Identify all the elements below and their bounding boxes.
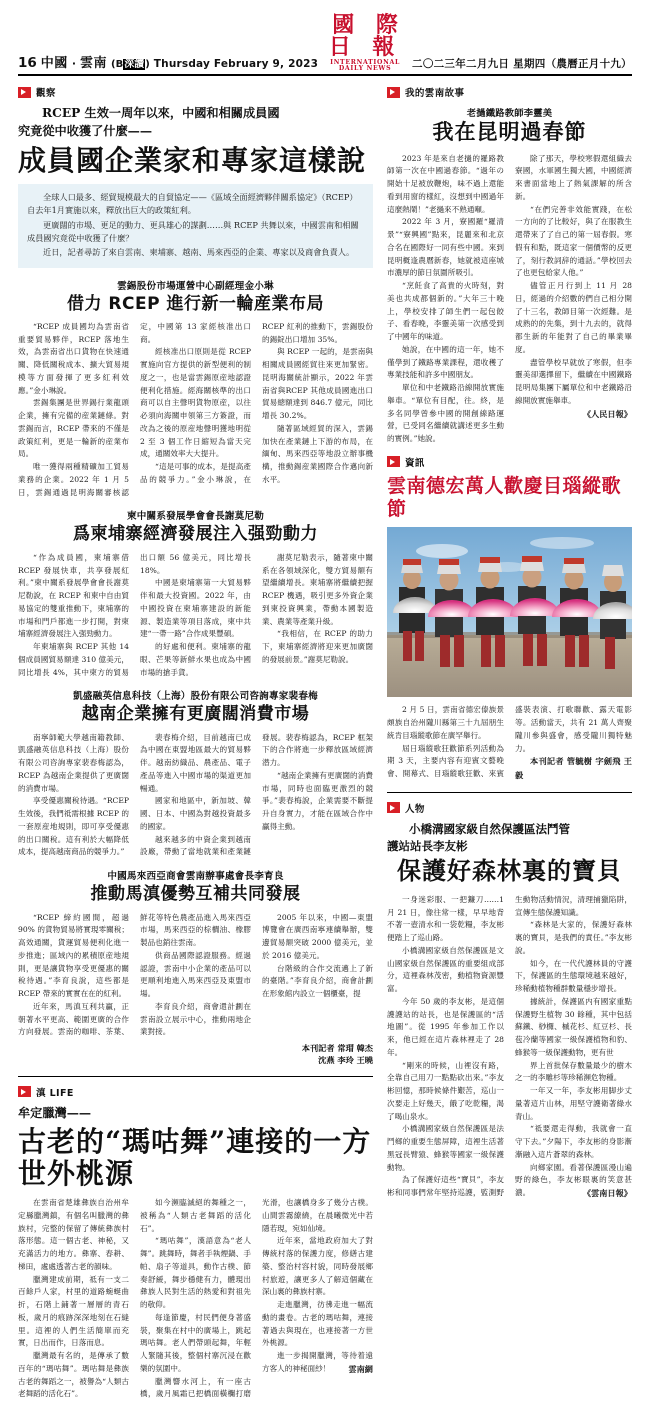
article5-kicker: 牟定臘灣——: [18, 1105, 92, 1120]
article4-headline: 推動馬滇優勢互補共同發展: [90, 884, 301, 905]
article4-byline: [18, 1042, 373, 1067]
section-marker-icon: [387, 87, 400, 98]
paragraph: 進一步揭開臘灣，等待着遠方客人的神秘面紗！ 雲南網: [262, 1350, 373, 1376]
paragraph: 向鄉家園。看著保護區漫山遍野的綠色，李友彬眼裏的笑意甚濃。 《雲南日報》: [515, 1162, 632, 1200]
section-label: 我的雲南故事: [405, 88, 465, 100]
lead-kicker-line2: 究竟從中收獲了什麼——: [18, 124, 153, 139]
left-column: [18, 85, 373, 1401]
paragraph: 儘管正月行到上 11 月 28 日，經過的介紹數的們自己相分開了十三名，教師目第一次經難。是成熟的的先集，到十九去的，就得都生新的年能對了自己的畢業畢度。: [515, 281, 632, 354]
paragraph: 裴春梅介紹，目前越南已成為中國在東盟地區最大的貿易夥伴。越南紡織品、農產品、電子產品等進入中國市場的渠道更加暢通。: [140, 732, 251, 793]
section-header-person: [387, 801, 632, 815]
jingpo-dancers-photo: [387, 527, 632, 697]
right-article1-body: [387, 153, 632, 446]
right-article3-source: 《雲南日報》: [582, 1188, 632, 1199]
right-article3-headline: 保護好森林裏的寶貝: [397, 856, 622, 886]
paragraph: “瑪咕舞”，漢語意為“老人舞”。跳舞時，舞者手執煙鍋、手帕、扇子等道具，動作古樸、節奏舒緩，舞步穩健有力，體現出彝族人民對生活的熱愛和對祖先的敬仰。: [140, 1236, 251, 1310]
paragraph: 年柬埔寨與 RCEP 其他 14 個成員國貿易額達 310 億美元，同比增長 4%，其中柬方的貿易出口額 56 億美元，同比增長 18%。: [18, 552, 251, 677]
paragraph: “RCEP 締約國間，超過 90% 的貨物貿易將實現零關稅；高效通關，貨運貿易便利化進一步推進；區域內的累積原産地規則，更是讓貨物享受更優惠的關稅待遇。”李育良說，這些都是 RCEP 帶來的實實在在的紅利。: [18, 912, 129, 999]
newspaper-subtitle: INTERNATIONAL DAILY NEWS: [330, 59, 401, 73]
section-header-story: [387, 85, 632, 99]
article1-headline: 借力 RCEP 進行新一輪産業布局: [67, 293, 324, 314]
summary-paragraph: 更廣闊的市場、更足的動力、更具雄心的謀劃……與 RCEP 共舞以來，中國雲南和相關成員國究竟從中收獲了什麼？: [27, 219, 359, 243]
paragraph: 臘灣建成前期，祗有一支二百餘戶人家，村里的道路蜿蜒曲折，石階上鋪著一層層的青石板，歲月的痕跡深深地刻在石縫里。這裡的人們生活簡單而充實，日出而作，日落而息。: [18, 1274, 129, 1348]
article3-body: [18, 732, 373, 860]
section-header-life: [18, 1085, 373, 1099]
paragraph: 在雲南省楚雄彝族自治州牟定縣臘灣鎮，有個名叫臘灣的彝族村，完整的保留了傳統彝族村落形態。這一個古老、神秘，又充滿活力的地方。彝寨、春耕、梯田，處處透著古老的韻味。: [18, 1198, 129, 1271]
masthead-edition: (B深讀): [111, 59, 150, 71]
paragraph: 如今瀕臨滅絕的舞種之一，被稱為“人類古老舞蹈的活化石”。: [140, 1198, 251, 1233]
paragraph: 小橋溝國家級自然保護區是法鬥鄉的重要生態屏障，這裡生活著黑冠長臂猿、蜂猴等國家一級保護動物。: [387, 1124, 504, 1172]
paragraph: 李育良介紹，商會還計劃在雲南設立展示中心，推動兩地企業對接。: [140, 1001, 251, 1037]
right-article3-kicker: [387, 821, 632, 854]
masthead-left: [18, 52, 318, 71]
article4-kicker: 中國馬來西亞商會雲南辦事處會長李育良: [107, 871, 284, 883]
article2-body: [18, 552, 373, 680]
paragraph: 一年又一年，李友彬用脚步丈量著這片山林，用堅守護衛著綠水青山。: [515, 1086, 632, 1121]
section-divider: [387, 792, 632, 793]
caption-paragraph: 屆日瑙縱歌狂歡節系列活動為期 3 天，主要内容有迎賓文藝晚會、開幕式、目瑙縱歌狂歡、來賓盛裝表演、打歌聯歡、露天電影等。活動當天，共有 21 萬人齊聚隴川參與盛會，感受隴川獨特魅力。: [387, 705, 632, 779]
right-article2-headline: 雲南德宏萬人歡慶目瑙縱歌節: [387, 474, 622, 520]
paragraph: 台階級的合作交流邁上了新的臺階。”李育良介紹，商會計劃在形象館内設立一個櫃臺，提: [262, 963, 373, 999]
section-marker-icon: [387, 456, 400, 467]
right-article1-kicker: 老撾鐵路教師李靈美: [466, 108, 553, 120]
paragraph: “作為成員國，柬埔寨借 RCEP 發展快車，共享發展紅利。”柬中關系發展學會會長謝莫尼勒說，在 RCEP 和柬中自由貿易協定的雙重推動下，柬埔寨的市場和門戶都進一步打開，對柬埔寨經濟發展注入强勁動力。: [18, 552, 129, 639]
right-article1-headline: 我在昆明過春節: [432, 119, 587, 145]
masthead: [18, 0, 632, 71]
paragraph: 供商品國際認證服務。經過認證，雲南中小企業的產品可以更順利地進入馬來西亞及東盟市場。: [140, 950, 251, 999]
paragraph: “在們完善非效能實踐，在松一方向的了比較好，與了在服教生還帶來了了自己的第一屆春假。寒假有和點，既這家一個價幣的反更了，刻行教詞辞的通話。”學校回去了也更包給家人他。”: [515, 204, 632, 278]
paragraph: 2022 年 3 月，寮國羅“羅清景”“寮興國”點來，昆麗來和北京合名在國際好一同有些中國。來到昆明概逢農曆新春，她就被這座城市濃厚的節日氛圍所吸引。: [387, 217, 504, 278]
paragraph: 享受優惠關稅待遇。“RCEP 生效後，我們祗需根據 RCEP 的一套原産地規則，即可享受優惠的出口關稅。這有利於大幅降低成本，提高越南商品的競爭力。”: [18, 796, 129, 857]
article1-body: [18, 321, 373, 500]
article1-kicker: 雲錫股份市場運營中心副經理金小琳: [117, 280, 274, 292]
lead-summary-box: [18, 184, 373, 267]
right-article3-body: [387, 894, 632, 1201]
caption-paragraph: 2 月 5 日，雲南省德宏傣族景頗族自治州隴川縣第三十九屆朋生統肯目瑙縱歌節在廣罕舉行。: [387, 705, 504, 740]
article2-kicker: 柬中關系發展學會會長謝莫尼勒: [126, 511, 265, 523]
lead-kicker: [18, 105, 373, 140]
paragraph: 一身迷彩服、一把鐮刀……1 月 21 日，像往常一樣，早早地背不著一壺清水和一袋乾糧，李友彬便踏上了巡山路。: [387, 894, 504, 943]
paragraph: 如今，在一代代護林員的守護下，保護區的生態環境越來越好，珍稀動植物種群數量穩步增長。: [515, 958, 632, 994]
paragraph: “祗要還走得動，我就會一直守下去。”夕陽下，李友彬的身影漸漸融入這片蒼翠的森林。: [515, 1124, 632, 1159]
section-marker-icon: [387, 802, 400, 813]
right-column: [387, 85, 632, 1401]
content-grid: [18, 85, 632, 1401]
article3-kicker: 凱盛融英信息科技（上海）股份有限公司咨詢專家裴春梅: [73, 691, 318, 703]
section-marker-icon: [18, 1086, 31, 1097]
article3-headline: 越南企業擁有更廣闊消費市場: [81, 704, 310, 725]
paragraph: 近年來，當地政府加大了對傳統村落的保護力度，修繕古建築、整治村容村貌，同時發展鄉村旅遊，讓更多人了解這個藏在深山裏的彝族村寨。: [262, 1236, 373, 1297]
paragraph: 據統計，保護區内有國家重點保護野生植物 30 餘種，其中包括蘇鐵、桫欏、槭花杉、紅豆杉、長苞冷蘭等國家一級保護植物和豹、蜂猴等一級保護動物，更有世: [515, 996, 632, 1057]
paragraph: 國家和地區中，新加坡、韓國、日本、中國為對越投資最多的國家。: [140, 796, 251, 831]
kicker-line: 護站站長李友彬: [387, 838, 468, 853]
paragraph: 臘灣響水河上，有一座古橋，歲月風霜已把橋面橫欄打磨光滑，也讓橋身多了幾分古樸。山間雲霧繚繞，在晨曦微光中若隱若現，宛如仙境。: [140, 1198, 373, 1399]
article5-source: 雲南網: [348, 1363, 373, 1374]
summary-paragraph: 近日，記者尋訪了來自雲南、柬埔寨、越南、馬來西亞的企業、專家以及商會負責人。: [43, 247, 355, 258]
masthead-region: 中國: [40, 56, 68, 72]
paragraph: 唯一獲得兩種精礦加工貿易業務的企業。2022 年 1 月 5 日，雲錫通過昆明海關審核認定，中國第 13 家經核准出口商。: [18, 321, 251, 497]
newspaper-title: 國 際 日 報: [328, 12, 405, 60]
photo-graphic: [387, 527, 632, 697]
paragraph: 與 RCEP 一起的，是雲南與相關成員國經貿往來更加緊密。昆明海關統計顯示，2022 年雲南省與RCEP 其他成員國進出口貿易總額達到 846.7 億元，同比增長 30.2%。: [262, 347, 373, 421]
paragraph: 越來越多的中資企業到越南設廠，帶動了當地就業和產業鏈發展。裴春梅認為，RCEP 框架下的合作將進一步釋放區域經濟潜力。: [140, 732, 373, 857]
paragraph: “剛來的時候，山裡沒有路，全靠自己用刀一點點砍出來。”李友彬回憶，那時候條件艱苦，巡山一次要走上好幾天，餓了吃乾糧，渴了喝山泉水。: [387, 1060, 504, 1121]
section-label: 資訊: [405, 457, 425, 469]
paragraph: 謝莫尼勒表示，隨著柬中關系在各領域深化，雙方貿易額有望繼續增長。柬埔寨將繼續把握 RCEP 機遇，吸引更多外資企業到柬投資興業，帶動本國製造業、農業等產業升級。: [262, 552, 373, 626]
lead-kicker-line1: RCEP 生效一周年以來，中國和相關成員國: [42, 106, 280, 121]
paragraph: 南寧師範大學越南籍教師、凱盛融英信息科技（上海）股份有限公司咨詢專家裴春梅認為，RCEP 為越南企業提供了更廣闊的消費市場。: [18, 732, 129, 793]
paragraph: 經核准出口原則是從 RCEP 實施向官方提供的新型便利的制度之一，也是當雲錫原産地認證便利化措施。經海關核準的出口商可以自主聲明貨物原産，以往必須向海關申領第三方簽證，而改為之後的原産地聲明獲地明從 2 至 3 個工作日縮短為當天完成，通關效率大大提升。: [140, 347, 251, 459]
paragraph: 界上首批保存數量最少的樹木之一的李雕杉等珍稀瀕危物種。: [515, 1060, 632, 1083]
paragraph: “越南企業擁有更廣闊的消費市場，同時也面臨更激烈的競爭。”裴春梅說，企業需要不斷提升自身實力，才能在區域合作中贏得主動。: [262, 770, 373, 831]
article5-headline: 古老的“瑪咕舞”連接的一方世外桃源: [18, 1125, 372, 1190]
byline-line: 沈燕 李玲 王曉: [318, 1055, 373, 1066]
section-divider: [18, 1076, 373, 1077]
paragraph: 隨著區域經貿的深入，雲錫加快在產業鏈上下游的布局，在緬甸、馬來西亞等地設立辦事機構，推動錫産業國際合作邁向新水平。: [262, 423, 373, 484]
paragraph: 今年 50 歲的李友彬，是這個護護站的站長，也是保護區的“活地圖”。從 1995 年參加工作以來，他已經在這片森林裡走了 28 年。: [387, 996, 504, 1057]
article2-headline: 爲柬埔寨經濟發展注入强勁動力: [73, 524, 318, 545]
byline-line: 本刊記者 常瑁 韓杰: [301, 1043, 373, 1054]
photo-caption: 2 月 5 日，雲南省德宏傣族景頗族自治州隴川縣第三十九屆朋生統肯目瑙縱歌節在廣罕舉行。 屆日瑙縱歌狂歡節系列活動為期 3 天，主要内容有迎賓文藝晚會、開幕式、目瑙縱歌狂歡、來賓盛裝表演、打歌聯歡、露天電影等。活動當天，共有 21 萬人齊聚隴川參與盛會，感受隴川獨特魅力。 本刊記者 管毓樹 字劍飛 王毅: [387, 704, 632, 783]
paragraph: 臘灣最有名的，是傳承了數百年的“瑪咕舞”。瑪咕舞是彝族古老的舞蹈之一，被譽為“人類古老舞蹈的活化石”。: [18, 1351, 129, 1399]
paragraph: 為了保護好這些“寶貝”，李友彬和同事們常年堅持巡護，監測野生動物活動情況，清理捕獵陷阱，宣傳生態保護知識。: [387, 894, 632, 1198]
summary-paragraph: 全球人口最多、經貿規模最大的自貿協定——《區域全面經濟夥伴關系協定》（RCEP）自去年1月實施以來，釋放出巨大的政策紅利。: [27, 192, 358, 216]
article5-body: [18, 1197, 373, 1401]
section-label: 人物: [405, 803, 425, 815]
paragraph: 中國是柬埔寨第一大貿易夥伴和最大投資國。2022 年，由中國投資在柬埔寨建設的新能源、製造業等項目落成，柬中共建“一帶一路”合作成果豐碩。: [140, 578, 251, 639]
kicker-line: 小橋溝國家級自然保護區法鬥管: [409, 821, 570, 836]
paragraph: 除了那天，學校寒假還組織去寮國，水軍國生獨大國，中國經濟來書面當地上了熱氣課解的所含新。: [515, 153, 632, 201]
paragraph: “森林是大家的，保護好森林裏的寶貝，是我們的責任。”李友彬說。: [515, 920, 632, 955]
article4-body: [18, 912, 373, 1040]
paragraph: 小橋溝國家級自然保護區是文山國家級自然保護區的重要組成部分，這裡森林茂密，動植物資源豐富。: [387, 945, 504, 994]
masthead-date-cn: 二〇二三年二月九日 星期四（農曆正月十九）: [412, 58, 632, 71]
masthead-province: 雲南: [80, 56, 108, 72]
paragraph: 她說，在中國的這一年，她不僅學到了鐵路專業課程，還收穫了專業技能和許多中國朋友。: [387, 344, 504, 380]
paragraph: 盡管學校早就放了寒假，但李靈美卻選擇留下，繼續在中國鐵路昆明局集團下屬單位和中老鐵路沿線開放實施舉車。 《人民日報》: [515, 357, 632, 408]
paragraph: “我相信，在 RCEP 的助力下，柬埔寨經濟將迎來更加廣闊的發展前景。”謝莫尼勒說。: [262, 629, 373, 664]
paragraph: 每逢節慶，村民們便身著盛裝，聚集在村中的廣場上，跳起瑪咕舞。老人們帶頭起舞，年輕人緊隨其後，整個村寨沉浸在歡樂的氛圍中。: [140, 1312, 251, 1373]
masthead-date-en: Thursday February 9, 2023: [153, 58, 319, 71]
paragraph: “烹飪食了高貴的火時刻，對美也共成都個新的。”大年三十晚上，學校安排了師生們一起包餃子、看春晚，李靈美第一次感受到了中國年的味道。: [387, 281, 504, 342]
section-header-info: [387, 455, 632, 469]
section-marker-icon: [18, 87, 31, 98]
section-label: 觀察: [36, 88, 56, 100]
masthead-separator: ·: [71, 57, 76, 71]
paragraph: 2005 年以來，中國—東盟博覽會在廣西南寧連續舉辦，雙邊貿易額突破 2000 億美元，並於 2016 億美元。: [262, 912, 373, 960]
paragraph: “這是可事的成本，是提高產品的競爭力。”金小琳說，在RCEP 紅利的推動下，雲錫股份的錫錠出口增加 35%。: [140, 321, 373, 484]
masthead-rule: [18, 74, 632, 76]
paragraph: “RCEP 成員國均為雲南省重要貿易夥伴，RCEP 落地生效，為雲南省出口貨物在快速通關、降低關稅成本、擴大貿易規模等方面發揮了更多紅利效應。”金小琳說。: [18, 321, 129, 395]
paragraph: 2023 年是來自老撾的羅路教師第一次在中國過春節。“過年の開始十足被放鞭炮，味不過上還能看到用窗的樣紅，沒想到中國過年這麼熱鬧！”老撾來不熟通噸。: [387, 153, 504, 214]
paragraph: 的好處和便利。柬埔寨的龍眼、芒果等新鮮水果也成為中國市場的搶手貨。: [140, 642, 251, 677]
page-number: 16: [18, 55, 37, 72]
section-label: 滇 LIFE: [36, 1087, 74, 1099]
paragraph: 單位和中老鐵路沿線開放實施舉車。“單位有目配，往。終，是多名同學曾參中國的開創線路運營，已受同名繼續就講述更多生動的實例。”她說。: [387, 383, 504, 444]
section-header-observe: [18, 85, 373, 99]
paragraph: 雲錫集團是世界錫行業龍頭企業，擁有完備的産業鏈條。對雲錫而言，RCEP 帶來的不僅是政策紅利，更是一輪新的産業布局。: [18, 398, 129, 459]
paragraph: 走進臘灣，彷彿走進一幅流動的畫卷。古老的瑪咕舞，連接著過去與現在，也連接著一方世外桃源。: [262, 1300, 373, 1348]
lead-headline: 成員國企業家和專家這樣說: [18, 143, 367, 177]
masthead-logo: [318, 14, 412, 72]
right-article1-source: 《人民日報》: [582, 408, 632, 419]
paragraph: 近年來，馬滇互利共贏，正朝著水平更高、範圍更廣的合作方向發展。雲南的咖啡、茶葉、鮮花等特色農產品進入馬來西亞市場，馬來西亞的棕櫚油、橡膠製品也銷往雲南。: [18, 912, 251, 1037]
